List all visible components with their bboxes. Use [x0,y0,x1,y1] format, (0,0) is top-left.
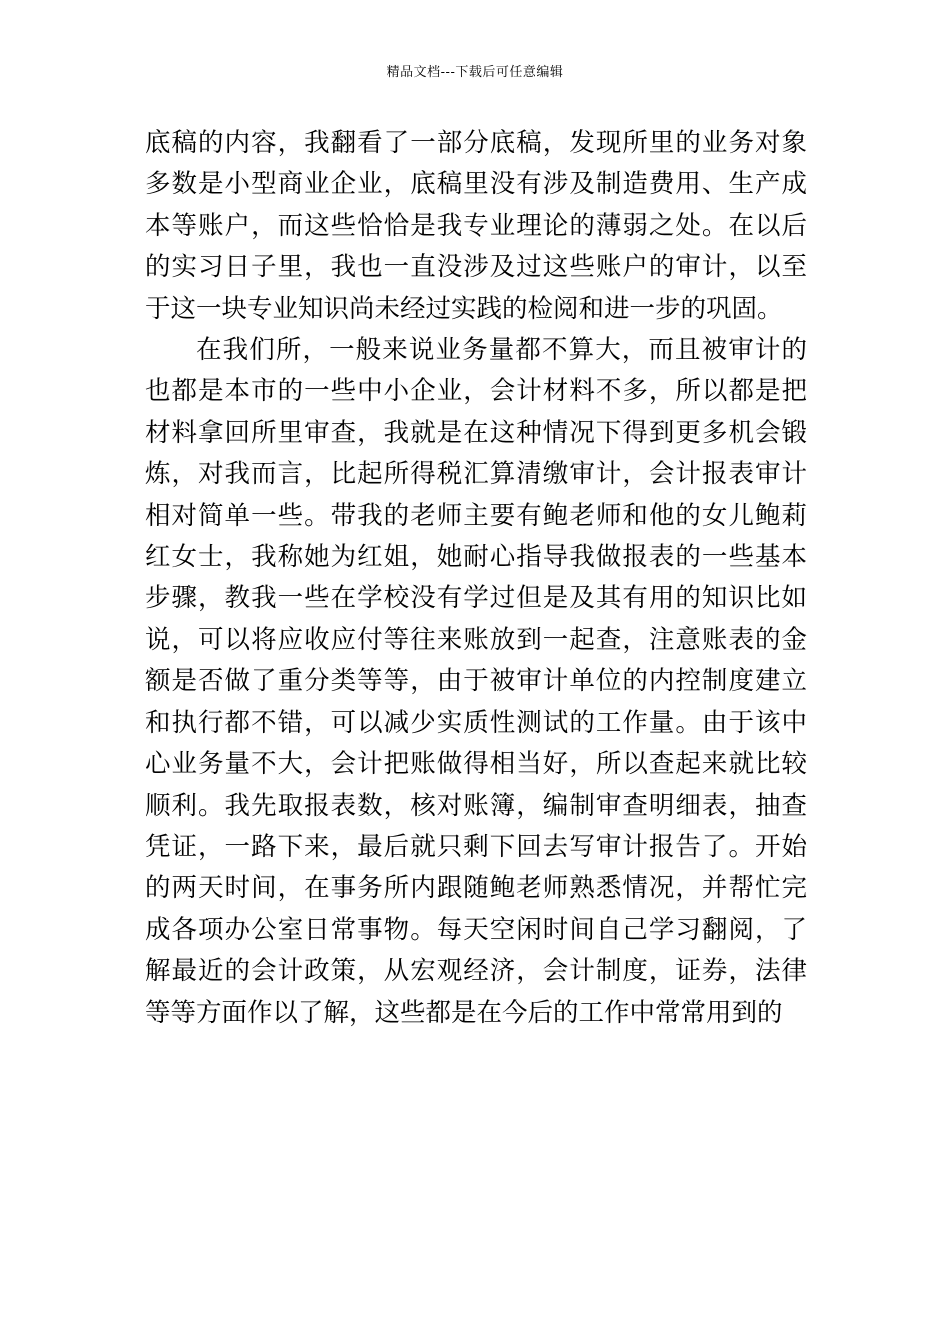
document-body [145,123,807,1034]
paragraph-continued: 底稿的内容，我翻看了一部分底稿，发现所里的业务对象多数是小型商业企业，底稿里没有涉及制造费用、生产成本等账户，而这些恰恰是我专业理论的薄弱之处。在以后的实习日子里，我也一直没涉及过这些账户的审计，以至于这一块专业知识尚未经过实践的检阅和进一步的巩固。 [145,128,807,324]
paragraph-audit-experience: 在我们所，一般来说业务量都不算大，而且被审计的也都是本市的一些中小企业，会计材料不多，所以都是把材料拿回所里审查，我就是在这种情况下得到更多机会锻炼，对我而言，比起所得税汇算清缴审计，会计报表审计相对简单一些。带我的老师主要有鲍老师和他的女儿鲍莉红女士，我称她为红姐，她耐心指导我做报表的一些基本步骤，教我一些在学校没有学过但是及其有用的知识比如说，可以将应收应付等往来账放到一起查，注意账表的金额是否做了重分类等等，由于被审计单位的内控制度建立和执行都不错，可以减少实质性测试的工作量。由于该中心业务量不大，会计把账做得相当好，所以查起来就比较顺利。我先取报表数，核对账簿，编制审查明细表，抽查凭证，一路下来，最后就只剩下回去写审计报告了。开始的两天时间，在事务所内跟随鲍老师熟悉情况，并帮忙完成各项办公室日常事物。每天空闲时间自己学习翻阅，了解最近的会计政策，从宏观经济，会计制度，证券，法律等等方面作以了解，这些都是在今后的工作中常常用到的 [145,335,807,1028]
page-header: 精品文档---下载后可任意编辑 [386,65,564,80]
